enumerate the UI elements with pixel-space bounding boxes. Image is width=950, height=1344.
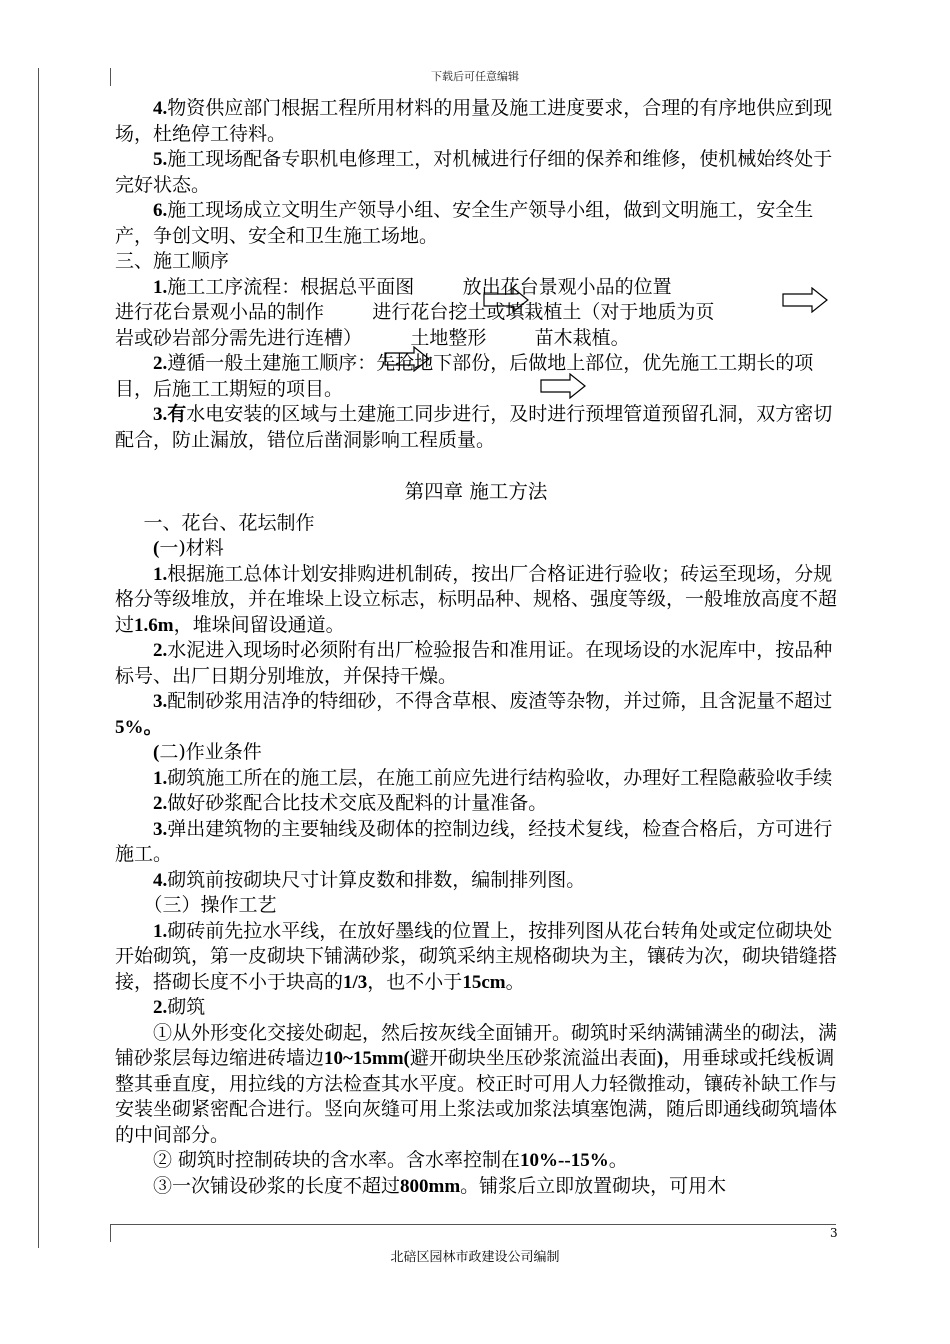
- process-step-3: ③一次铺设砂浆的长度不超过800mm。铺浆后立即放置砌块，可用木: [153, 1174, 727, 1197]
- paragraph-item-5: 5.施工现场配备专职机电修理工，对机械进行仔细的保养和维修，使机械始终处于完好状态。: [115, 148, 833, 196]
- left-margin-line: [38, 68, 39, 1248]
- page-footer: 北碚区园林市政建设公司编制: [390, 1250, 560, 1265]
- flow-line-2: 进行花台景观小品的制作 进行花台挖土或填栽植土（对于地质为页: [115, 301, 715, 323]
- flow-arrow-4-icon: [540, 373, 586, 399]
- materials-item-2: 2.水泥进入现场时必须附有出厂检验报告和准用证。在现场设的水泥库中，按品种标号、出厂日期分别堆放，并保持干燥。: [115, 639, 833, 687]
- order-item-2: 2.遵循一般土建施工顺序：先抢地下部份，后做地上部位，优先施工工期长的项目，后施工工期短的项目。: [115, 352, 814, 400]
- process-item-2: 2.砌筑: [153, 996, 206, 1018]
- process-step-2: ② 砌筑时控制砖块的含水率。含水率控制在10%--15%。: [153, 1149, 628, 1171]
- order-item-3: 3.有水电安装的区域与土建施工同步进行，及时进行预埋管道预留孔洞，双方密切配合，防止漏放，错位后凿洞影响工程质量。: [115, 403, 833, 451]
- subheading-process: （三）操作工艺: [143, 894, 277, 916]
- flow-line-3: 岩或砂岩部分需先进行连槽） 土地整形 苗木栽植。: [115, 326, 630, 349]
- conditions-item-1: 1.砌筑施工所在的施工层，在施工前应先进行结构验收，办理好工程隐蔽验收手续: [153, 766, 833, 789]
- materials-item-3: 3.配制砂浆用洁净的特细砂，不得含草根、废渣等杂物，并过筛，且含泥量不超过5%。: [115, 690, 833, 738]
- document-body: [115, 96, 837, 1199]
- section-heading-flower-bed: 一、花台、花坛制作: [143, 511, 315, 534]
- process-step-1: ①从外形变化交接处砌起，然后按灰线全面铺开。砌筑时采纳满铺满坐的砌法，满铺砂浆层每边缩进砖墙边10~15mm(避开砌块坐压砂浆流溢出表面)，用垂球或托线板调整其垂直度，用拉线的方法检查其水平度。校正时可用人力轻微推动，镶砖补缺工作与安装坐砌紧密配合进行。竖向灰缝可用上浆法或加浆法填塞饱满，随后即通线砌筑墙体的中间部分。: [115, 1021, 838, 1146]
- materials-item-1: 1.根据施工总体计划安排购进机制砖，按出厂合格证进行验收；砖运至现场，分规格分等级堆放，并在堆垛上设立标志，标明品种、规格、强度等级，一般堆放高度不超过1.6m，堆垛间留设通道。: [115, 562, 838, 636]
- page-header: 下载后可任意编辑: [431, 70, 519, 83]
- conditions-item-4: 4.砌筑前按砌块尺寸计算皮数和排数，编制排列图。: [153, 868, 586, 891]
- chapter-title: 第四章 施工方法: [404, 480, 548, 503]
- footer-margin-tick: [110, 1224, 111, 1242]
- footer-rule: [110, 1224, 836, 1225]
- section-heading-construction-order: 三、施工顺序: [115, 250, 230, 272]
- subheading-conditions: (二)作业条件: [153, 741, 262, 763]
- flow-arrow-2-icon: [782, 287, 828, 313]
- flow-arrow-3-icon: [384, 346, 430, 372]
- page-number: 3: [830, 1226, 838, 1240]
- conditions-item-2: 2.做好砂浆配合比技术交底及配料的计量准备。: [153, 792, 548, 814]
- flow-arrow-1-icon: [483, 287, 529, 313]
- paragraph-item-4: 4.物资供应部门根据工程所用材料的用量及施工进度要求，合理的有序地供应到现场，杜绝停工待料。: [115, 97, 833, 145]
- process-item-1: 1.砌砖前先拉水平线，在放好墨线的位置上，按排列图从花台转角处或定位砌块处开始砌筑，第一皮砌块下铺满砂浆，砌筑采纳主规格砌块为主，镶砖为次，砌块错缝搭接，搭砌长度不小于块高的1/3，也不小于15cm。: [115, 919, 838, 993]
- subheading-materials: (一)材料: [153, 537, 224, 559]
- conditions-item-3: 3.弹出建筑物的主要轴线及砌体的控制边线，经技术复线，检查合格后，方可进行施工。: [115, 817, 833, 865]
- flow-line-1: 1.施工工序流程：根据总平面图 放出花台景观小品的位置: [153, 275, 672, 298]
- paragraph-item-6: 6.施工现场成立文明生产领导小组、安全生产领导小组，做到文明施工，安全生产，争创文明、安全和卫生施工场地。: [115, 199, 814, 247]
